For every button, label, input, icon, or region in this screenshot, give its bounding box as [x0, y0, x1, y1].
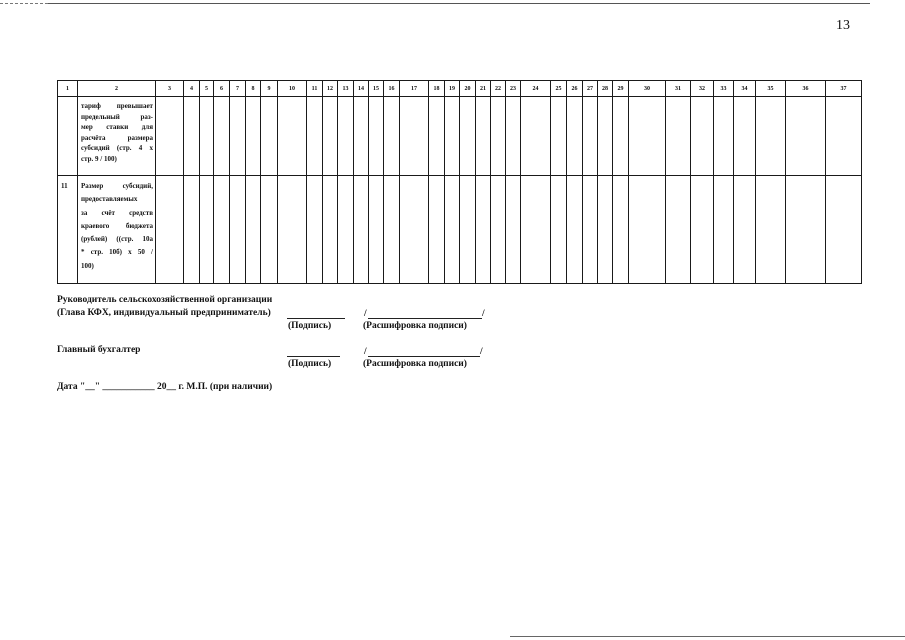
empty-cell	[551, 176, 567, 284]
empty-cell	[354, 97, 369, 176]
col-header-32: 32	[691, 81, 714, 97]
empty-cell	[521, 97, 551, 176]
empty-cell	[613, 176, 629, 284]
col-header-2: 2	[78, 81, 156, 97]
col-header-12: 12	[323, 81, 338, 97]
col-header-27: 27	[583, 81, 598, 97]
empty-cell	[156, 97, 184, 176]
col-header-6: 6	[214, 81, 230, 97]
empty-cell	[384, 97, 400, 176]
col-header-14: 14	[354, 81, 369, 97]
accountant-decode-blank	[368, 356, 480, 357]
empty-cell	[714, 97, 734, 176]
accountant-decode-caption: (Расшифровка подписи)	[363, 359, 467, 369]
empty-cell	[476, 97, 491, 176]
bottom-rule	[510, 636, 905, 637]
empty-cell	[429, 97, 445, 176]
empty-cell	[567, 176, 583, 284]
empty-cell	[307, 97, 323, 176]
empty-cell	[230, 176, 246, 284]
col-header-15: 15	[369, 81, 384, 97]
col-header-25: 25	[551, 81, 567, 97]
empty-cell	[307, 176, 323, 284]
empty-cell	[156, 176, 184, 284]
empty-cell	[506, 97, 521, 176]
head-decode-blank	[368, 318, 482, 319]
row-label-line: предельный раз-	[81, 112, 153, 121]
top-rule-dashed-segment	[0, 3, 48, 5]
top-rule	[0, 3, 870, 4]
col-header-5: 5	[200, 81, 214, 97]
empty-cell	[338, 176, 354, 284]
empty-cell	[786, 176, 826, 284]
col-header-8: 8	[246, 81, 261, 97]
col-header-1: 1	[58, 81, 78, 97]
col-header-4: 4	[184, 81, 200, 97]
empty-cell	[826, 176, 862, 284]
col-header-19: 19	[445, 81, 460, 97]
col-header-22: 22	[491, 81, 506, 97]
head-decode-open-slash: /	[364, 309, 367, 319]
empty-cell	[369, 176, 384, 284]
col-header-23: 23	[506, 81, 521, 97]
row-number-cell	[58, 97, 78, 176]
col-header-18: 18	[429, 81, 445, 97]
row-label-line: * стр. 10б) х 50 /	[81, 248, 153, 257]
col-header-34: 34	[734, 81, 756, 97]
page-number: 13	[836, 18, 850, 33]
accountant-signature-blank	[287, 356, 340, 357]
head-title: Руководитель сельскохозяйственной организации	[57, 295, 273, 305]
empty-cell	[756, 176, 786, 284]
empty-cell	[369, 97, 384, 176]
empty-cell	[629, 97, 666, 176]
empty-cell	[354, 176, 369, 284]
empty-cell	[598, 97, 613, 176]
row-label-line: за счёт средств	[81, 208, 153, 217]
empty-cell	[429, 176, 445, 284]
empty-cell	[491, 176, 506, 284]
head-signature-caption: (Подпись)	[288, 321, 332, 331]
row-label-line: мер ставки для	[81, 123, 153, 132]
col-header-10: 10	[278, 81, 307, 97]
empty-cell	[278, 176, 307, 284]
empty-cell	[491, 97, 506, 176]
empty-cell	[323, 176, 338, 284]
row-label-line: стр. 9 / 100)	[81, 154, 117, 163]
empty-cell	[214, 176, 230, 284]
empty-cell	[786, 97, 826, 176]
empty-cell	[445, 176, 460, 284]
col-header-36: 36	[786, 81, 826, 97]
empty-cell	[445, 97, 460, 176]
date-line: Дата "__" ___________ 20__ г. М.П. (при наличии)	[57, 382, 273, 392]
col-header-30: 30	[629, 81, 666, 97]
empty-cell	[400, 97, 429, 176]
row-label-line: расчёта размера	[81, 133, 153, 142]
accountant-decode-close-slash: /	[480, 347, 483, 357]
empty-cell	[567, 97, 583, 176]
empty-cell	[214, 97, 230, 176]
empty-cell	[278, 97, 307, 176]
col-header-28: 28	[598, 81, 613, 97]
header-row	[58, 81, 862, 97]
empty-cell	[323, 97, 338, 176]
empty-cell	[551, 97, 567, 176]
empty-cell	[691, 176, 714, 284]
col-header-3: 3	[156, 81, 184, 97]
empty-cell	[666, 176, 691, 284]
empty-cell	[246, 176, 261, 284]
empty-cell	[184, 176, 200, 284]
col-header-7: 7	[230, 81, 246, 97]
col-header-16: 16	[384, 81, 400, 97]
chief-accountant-title: Главный бухгалтер	[57, 345, 141, 355]
table-row	[58, 97, 862, 176]
table-row	[58, 176, 862, 284]
empty-cell	[261, 97, 278, 176]
empty-cell	[629, 176, 666, 284]
empty-cell	[184, 97, 200, 176]
empty-cell	[613, 97, 629, 176]
row-label-line: (рублей) ((стр. 10а	[81, 235, 153, 244]
col-header-26: 26	[567, 81, 583, 97]
empty-cell	[734, 97, 756, 176]
col-header-20: 20	[460, 81, 476, 97]
head-subtitle: (Глава КФХ, индивидуальный предприниматель)	[57, 308, 271, 318]
row-label-line: 100)	[81, 261, 94, 270]
empty-cell	[230, 97, 246, 176]
accountant-decode-open-slash: /	[364, 347, 367, 357]
empty-cell	[384, 176, 400, 284]
empty-cell	[521, 176, 551, 284]
empty-cell	[506, 176, 521, 284]
empty-cell	[583, 97, 598, 176]
empty-cell	[598, 176, 613, 284]
head-signature-blank	[287, 318, 345, 319]
row-label-line: Размер субсидий,	[81, 182, 153, 190]
row-label-cell	[78, 97, 156, 176]
head-decode-caption: (Расшифровка подписи)	[363, 321, 467, 331]
empty-cell	[200, 176, 214, 284]
col-header-31: 31	[666, 81, 691, 97]
col-header-37: 37	[826, 81, 862, 97]
empty-cell	[583, 176, 598, 284]
accountant-signature-caption: (Подпись)	[288, 359, 332, 369]
col-header-21: 21	[476, 81, 491, 97]
row-label-line: тариф превышает	[81, 102, 153, 110]
empty-cell	[714, 176, 734, 284]
data-table	[57, 80, 862, 284]
empty-cell	[734, 176, 756, 284]
col-header-24: 24	[521, 81, 551, 97]
col-header-9: 9	[261, 81, 278, 97]
empty-cell	[691, 97, 714, 176]
empty-cell	[338, 97, 354, 176]
col-header-11: 11	[307, 81, 323, 97]
col-header-35: 35	[756, 81, 786, 97]
row-label-line: субсидий (стр. 4 х	[81, 144, 153, 153]
row-number-cell: 11	[58, 176, 78, 284]
col-header-33: 33	[714, 81, 734, 97]
col-header-13: 13	[338, 81, 354, 97]
empty-cell	[826, 97, 862, 176]
empty-cell	[460, 176, 476, 284]
empty-cell	[756, 97, 786, 176]
empty-cell	[460, 97, 476, 176]
row-label-line: предоставляемых	[81, 195, 138, 204]
empty-cell	[246, 97, 261, 176]
empty-cell	[666, 97, 691, 176]
empty-cell	[200, 97, 214, 176]
col-header-29: 29	[613, 81, 629, 97]
row-label-line: краевого бюджета	[81, 221, 153, 230]
empty-cell	[400, 176, 429, 284]
head-decode-close-slash: /	[482, 309, 485, 319]
col-header-17: 17	[400, 81, 429, 97]
empty-cell	[476, 176, 491, 284]
row-label-cell	[78, 176, 156, 284]
empty-cell	[261, 176, 278, 284]
